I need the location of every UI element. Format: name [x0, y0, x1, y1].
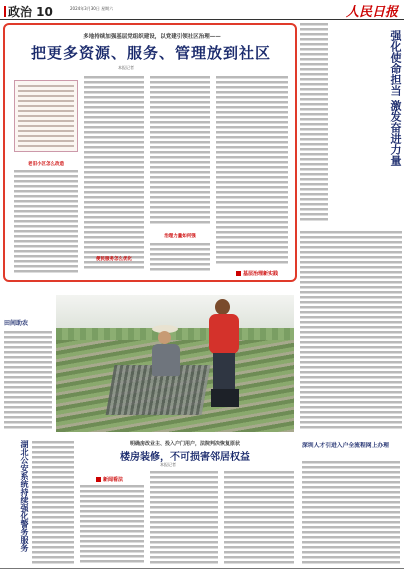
newspaper-logo: 人民日报	[345, 5, 398, 20]
news-photo	[56, 295, 294, 432]
publication-date: 2024年3月30日 星期六	[70, 6, 114, 11]
text-block	[150, 242, 210, 272]
bottom-byline: 本报记者	[160, 462, 176, 467]
photo-person-seated	[148, 325, 188, 385]
right-article-body	[302, 460, 400, 564]
lead-byline: 本报记者	[118, 65, 134, 70]
photo-sky	[56, 295, 294, 328]
text-block	[14, 169, 78, 274]
lead-tag: 基层治理新实践	[236, 270, 278, 277]
body-shape	[209, 314, 239, 354]
text-block	[224, 470, 294, 564]
side-title: 强化使命担当 激发奋进力量	[389, 30, 402, 166]
lead-column-1	[14, 169, 78, 274]
section-label: 政治 10	[4, 3, 53, 20]
text-block	[300, 22, 328, 222]
legs-shape	[213, 353, 235, 391]
text-block	[32, 440, 74, 564]
quote-text-block	[18, 84, 74, 148]
side-column-1	[300, 22, 328, 222]
bottom-headline: 楼房装修，不可损害邻居权益	[120, 452, 250, 463]
side-column-2	[300, 230, 402, 430]
text-block	[80, 484, 144, 564]
tag-square-icon	[236, 271, 241, 276]
subhead-2: 便民服务怎么优化	[96, 257, 132, 262]
lead-quote-box	[14, 80, 78, 152]
text-block	[216, 75, 288, 265]
lead-kicker: 多地持续加强基层党组织建设，以党建引领社区治理——	[83, 34, 221, 40]
text-block	[150, 470, 218, 564]
right-article-title: 深圳人才引进入户全流程网上办理	[302, 443, 389, 449]
text-block	[302, 460, 400, 564]
lead-column-4	[216, 75, 288, 265]
photo-person-standing	[203, 299, 247, 423]
head-shape	[158, 331, 171, 344]
bottom-left-title: 湖北公安系统持续强化警务服务	[20, 440, 29, 552]
text-block	[84, 75, 144, 270]
head-shape	[215, 299, 230, 315]
body-shape	[152, 344, 180, 376]
bottom-kicker: 明确房改业主、投入户门用户，法院判决恢复原状	[129, 441, 240, 447]
subhead-3: 治理力量如何强	[164, 234, 196, 239]
lead-column-3b	[150, 242, 210, 272]
bottom-column-1	[80, 484, 144, 564]
page-header	[0, 0, 404, 20]
bottom-left-body	[32, 440, 74, 564]
tag-square-icon	[96, 477, 101, 482]
section-bar-icon	[4, 6, 6, 17]
subhead-1: 老旧小区怎么改造	[28, 162, 64, 167]
bottom-tag: 新闻看法	[96, 476, 123, 483]
page-footer	[0, 568, 404, 576]
boots-shape	[211, 389, 239, 407]
text-block	[300, 230, 402, 430]
lead-column-2	[84, 75, 144, 270]
photo-caption-text	[4, 330, 52, 430]
lead-headline: 把更多资源、服务、管理放到社区	[30, 44, 271, 62]
lead-column-3	[150, 75, 210, 225]
photo-section-label: 田间助农	[4, 320, 29, 327]
bottom-column-2	[150, 470, 218, 564]
text-block	[150, 75, 210, 225]
bottom-column-3	[224, 470, 294, 564]
text-block	[4, 330, 52, 430]
